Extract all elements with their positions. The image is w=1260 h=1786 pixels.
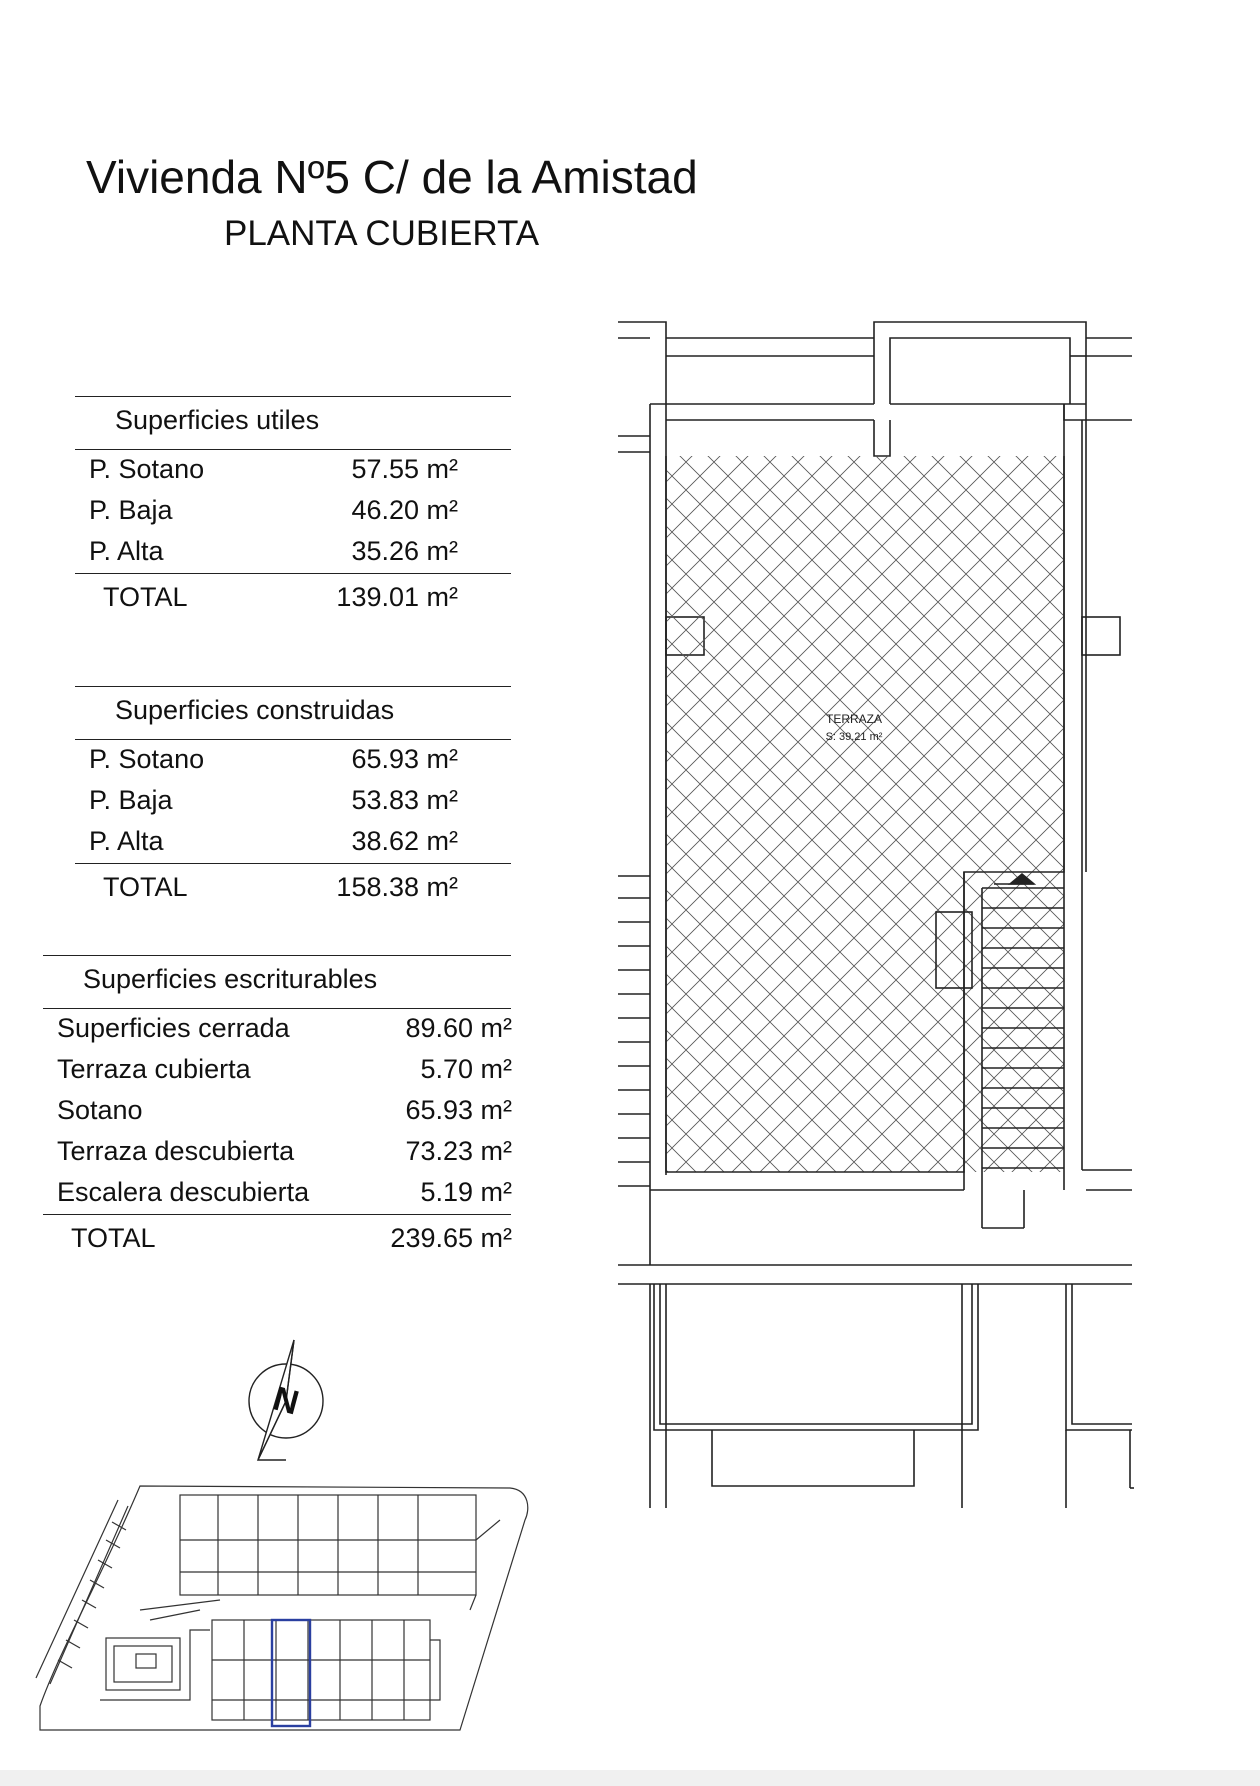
row-value: 73.23 m² [405, 1136, 512, 1166]
total-label: TOTAL [71, 1223, 156, 1253]
row-label: Escalera descubierta [57, 1177, 310, 1207]
north-arrow-icon [249, 1340, 323, 1460]
row-label: P. Alta [89, 536, 164, 566]
page-title: Vivienda Nº5 C/ de la Amistad [86, 151, 698, 203]
row-label: Sotano [57, 1095, 143, 1125]
bottom-strip [0, 1770, 1260, 1786]
table-heading: Superficies utiles [115, 405, 320, 435]
total-label: TOTAL [103, 582, 188, 612]
highlighted-unit [272, 1620, 310, 1726]
total-value: 239.65 m² [390, 1223, 512, 1253]
row-value: 5.70 m² [420, 1054, 512, 1084]
row-value: 57.55 m² [351, 454, 458, 484]
room-name: TERRAZA [825, 712, 883, 726]
room-area: S: 39.21 m² [825, 731, 883, 743]
row-label: P. Alta [89, 826, 164, 856]
row-value: 89.60 m² [405, 1013, 512, 1043]
row-label: Terraza cubierta [57, 1054, 251, 1084]
total-value: 158.38 m² [336, 872, 458, 902]
row-label: P. Sotano [89, 744, 205, 774]
site-plan [36, 1486, 528, 1730]
row-value: 38.62 m² [351, 826, 458, 856]
total-value: 139.01 m² [336, 582, 458, 612]
compass-letter: N [269, 1379, 303, 1423]
table-heading: Superficies construidas [115, 695, 395, 725]
row-label: Terraza descubierta [57, 1136, 295, 1166]
row-label: P. Baja [89, 785, 173, 815]
row-label: Superficies cerrada [57, 1013, 290, 1043]
row-value: 35.26 m² [351, 536, 458, 566]
total-label: TOTAL [103, 872, 188, 902]
table-heading: Superficies escriturables [83, 964, 378, 994]
row-value: 5.19 m² [420, 1177, 512, 1207]
roof-floor-plan [618, 322, 1134, 1508]
page-subtitle: PLANTA CUBIERTA [224, 214, 540, 253]
row-value: 65.93 m² [351, 744, 458, 774]
row-value: 53.83 m² [351, 785, 458, 815]
row-label: P. Sotano [89, 454, 205, 484]
row-value: 46.20 m² [351, 495, 458, 525]
row-label: P. Baja [89, 495, 173, 525]
row-value: 65.93 m² [405, 1095, 512, 1125]
